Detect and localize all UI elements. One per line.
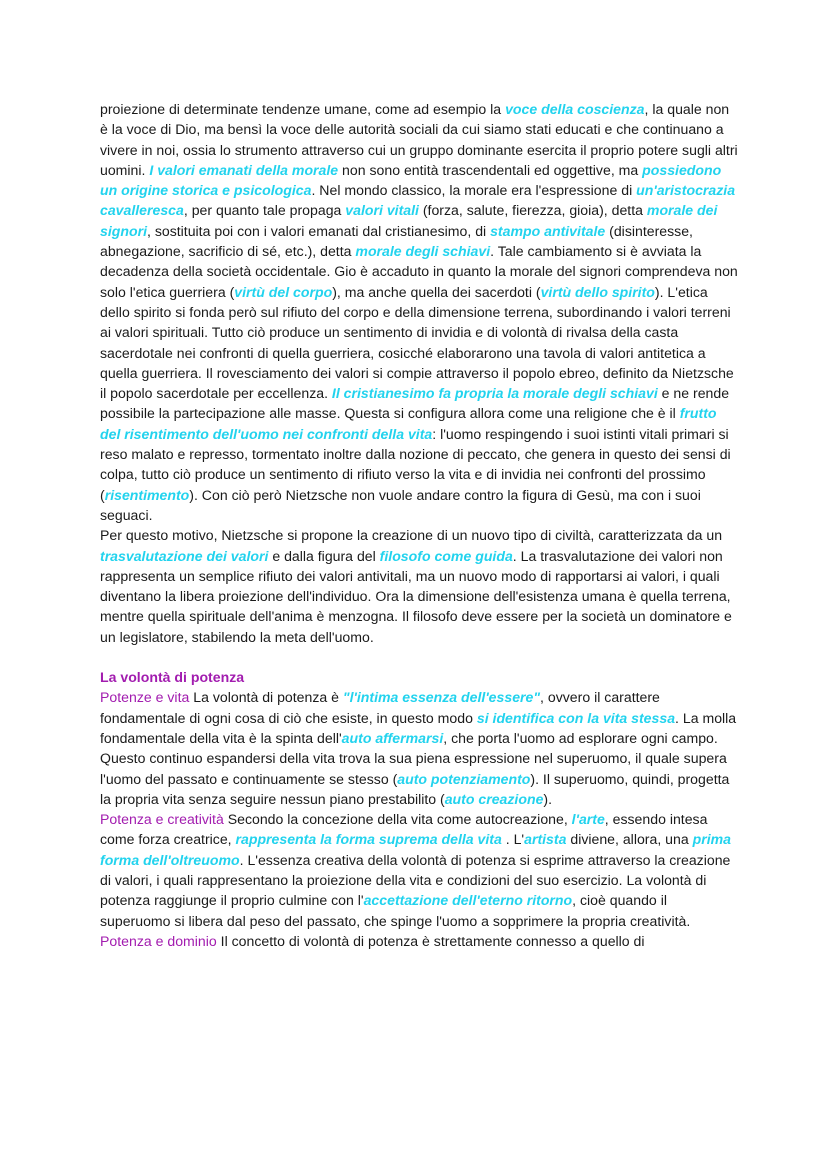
highlight-text: auto potenziamento xyxy=(397,770,531,787)
paragraph xyxy=(100,687,740,809)
body-text: . Nel mondo classico, la morale era l'espressione di xyxy=(311,182,637,199)
highlight-text: auto creazione xyxy=(444,790,544,807)
body-text: ). Il superuomo, quindi, progetta la propria vita senza seguire nessun piano prestabilito ( xyxy=(100,770,730,807)
highlight-text: si identifica con la vita stessa xyxy=(476,709,676,726)
intro-text xyxy=(100,99,740,647)
document-page xyxy=(100,99,740,951)
highlight-text: I valori emanati della morale xyxy=(149,161,339,178)
body-text: ). L'etica dello spirito si fonda però sul rifiuto del corpo e della dimensione terrena, subordinando i valori terreni ai valori spirituali. Tutto ciò produce un sentimento di invidia e di volontà di rivalsa della casta sacerdotale nei confronti di quella guerriera, cosicché elaborarono una tavola di valori antitetica a quella guerriera. Il rovesciamento dei valori si compie attraverso il popolo ebreo, definito da Nietzsche il popolo sacerdotale per eccellenza. xyxy=(100,283,734,402)
highlight-text: filosofo come guida xyxy=(379,547,513,564)
body-text: e dalla figura del xyxy=(268,547,380,564)
highlight-text: virtù del corpo xyxy=(234,283,333,300)
subheading-label: Potenze e vita xyxy=(100,689,190,706)
highlight-text: morale degli schiavi xyxy=(355,243,491,260)
body-text: : l'uomo respingendo i suoi istinti vitali primari si reso malato e represso, tormentato inoltre dalla nozione di peccato, che genera in questo dei sensi di colpa, tutto ciò produce un sentimento di rifiuto verso la vita e di invidia nei confronti del prossimo ( xyxy=(100,425,731,503)
section-heading: La volontà di potenza xyxy=(100,669,245,686)
highlight-text: l'arte xyxy=(571,811,605,828)
highlight-text: artista xyxy=(524,831,567,848)
body-text: La volontà di potenza è xyxy=(189,689,343,706)
body-text: diviene, allora, una xyxy=(566,831,693,848)
highlight-text: un'aristocrazia cavalleresca xyxy=(100,182,736,219)
body-text: , per quanto tale propaga xyxy=(183,202,346,219)
body-text: proiezione di determinate tendenze umane, come ad esempio la xyxy=(100,101,506,117)
highlight-text: frutto del risentimento dell'uomo nei confronti della vita xyxy=(100,405,717,442)
subheading-label: Potenza e creatività xyxy=(100,811,224,828)
paragraph xyxy=(100,525,740,647)
highlight-text: virtù dello spirito xyxy=(540,283,655,300)
body-text: (forza, salute, fierezza, gioia), detta xyxy=(418,202,647,219)
highlight-text: valori vitali xyxy=(345,202,419,219)
body-text: , che porta l'uomo ad esplorare ogni campo. Questo continuo espandersi della vita trova la sua piena espressione nel superuomo, il quale supera l'uomo del passato e continuamente se stesso ( xyxy=(100,729,727,787)
body-text: Il concetto di volontà di potenza è strettamente connesso a quello di xyxy=(216,932,645,949)
body-text: , sostituita poi con i valori emanati dal cristianesimo, di xyxy=(146,222,491,239)
body-text: Secondo la concezione della vita come autocreazione, xyxy=(223,811,572,828)
highlight-text: stampo antivitale xyxy=(490,222,606,239)
body-text: ). Con ciò però Nietzsche non vuole andare contro la figura di Gesù, ma con i suoi seguaci. xyxy=(100,486,701,523)
highlight-text: rappresenta la forma suprema della vita xyxy=(235,831,502,848)
highlight-text: prima forma dell'oltreuomo xyxy=(100,831,731,868)
section-body xyxy=(100,687,740,951)
body-text: non sono entità trascendentali ed oggettive, ma xyxy=(338,161,643,178)
body-text: (disinteresse, abnegazione, sacrificio di sé, etc.), detta xyxy=(100,222,693,260)
body-text: , cioè quando il superuomo si libera dal peso del passato, che spinge l'uomo a sopprimere la propria creatività. xyxy=(100,892,691,929)
body-text: Per questo motivo, Nietzsche si propone la creazione di un nuovo tipo di civiltà, caratterizzata da un xyxy=(100,527,723,544)
body-text: , essendo intesa come forza creatrice, xyxy=(100,811,708,848)
body-text: . La molla fondamentale della vita è la spinta dell' xyxy=(100,709,737,746)
paragraph xyxy=(100,931,740,951)
highlight-text: "l'intima essenza dell'essere" xyxy=(342,689,541,706)
highlight-text: accettazione dell'eterno ritorno xyxy=(363,892,573,909)
body-text: ). xyxy=(543,790,553,807)
highlight-text: auto affermarsi xyxy=(341,729,444,746)
body-text: , la quale non è la voce di Dio, ma bensì la voce delle autorità sociali da cui siamo stati educati e che continuano a vivere in noi, ossia lo strumento attraverso cui un gruppo dominante esercita il proprio potere sugli altri uomini. xyxy=(100,101,738,178)
body-text: e ne rende possibile la partecipazione alle masse. Questa si configura allora come una religione che è il xyxy=(100,385,730,422)
paragraph xyxy=(100,809,740,931)
highlight-text: Il cristianesimo fa propria la morale degli schiavi xyxy=(331,385,658,402)
highlight-text: morale dei signori xyxy=(100,202,718,239)
highlight-text: voce della coscienza xyxy=(505,101,645,117)
highlight-text: risentimento xyxy=(104,486,190,503)
body-text: . La trasvalutazione dei valori non rappresenta un semplice rifiuto dei valori antivitali, ma un nuovo modo di rapportarsi ai valori, i quali diventano la libera proiezione dell'individuo. Ora la dimensione dell'esistenza umana è quella terrena, mentre quella spirituale dell'anima è menzogna. Il filosofo deve essere per la società un dominatore e un legislatore, stabilendo la meta dell'uomo. xyxy=(100,547,732,645)
subheading-label: Potenza e dominio xyxy=(100,932,217,949)
body-text: , ovvero il carattere fondamentale di ogni cosa di ciò che esiste, in questo modo xyxy=(100,689,660,726)
body-text: . Tale cambiamento si è avviata la decadenza della società occidentale. Gio è accaduto in quanto la morale del signori comprendeva non solo l'etica guerriera ( xyxy=(100,243,738,300)
body-text: . L'essenza creativa della volontà di potenza si esprime attraverso la creazione di valori, i quali rappresentano la proiezione della vita e condizioni del suo esercizio. La volontà di potenza raggiunge il proprio culmine con l' xyxy=(100,851,731,909)
body-text: ), ma anche quella dei sacerdoti ( xyxy=(332,283,541,300)
highlight-text: trasvalutazione dei valori xyxy=(100,547,269,564)
paragraph xyxy=(100,99,740,525)
highlight-text: possiedono un origine storica e psicologica xyxy=(100,161,722,199)
body-text: . L' xyxy=(501,831,525,848)
